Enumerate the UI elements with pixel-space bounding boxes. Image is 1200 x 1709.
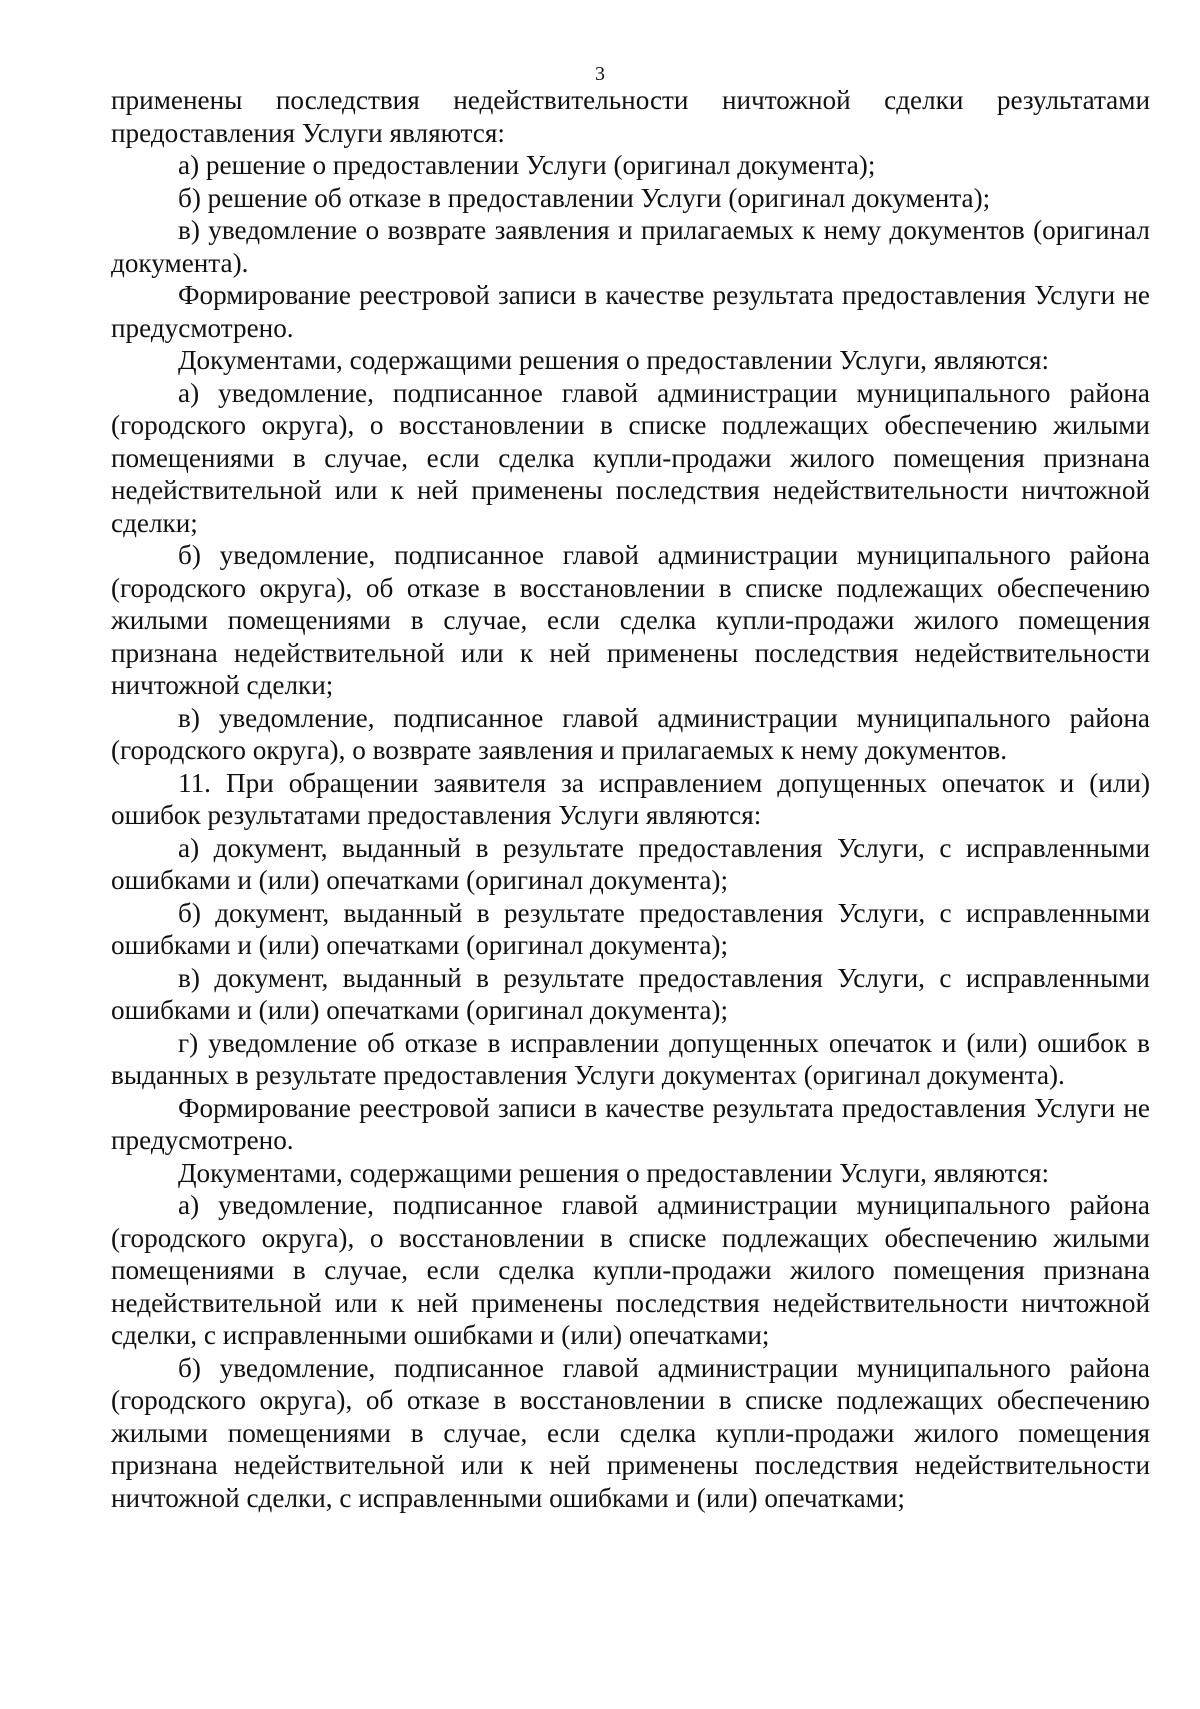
paragraph-section-11: 11. При обращении заявителя за исправлением допущенных опечаток и (или) ошибок результатами предоставления Услуги являются: — [111, 767, 1150, 830]
paragraph-notice-b: б) уведомление, подписанное главой администрации муниципального района (городского округа), об отказе в восстановлении в списке подлежащих обеспечению жилыми помещениями в случае, если сделка купли-продажи жилого помещения признана недействительной или к ней применены последствия недействительности ничтожной сделки; — [111, 540, 1150, 700]
paragraph-item-v: в) уведомление о возврате заявления и прилагаемых к нему документов (оригинал документа). — [111, 215, 1150, 278]
page-number: 3 — [595, 63, 605, 85]
paragraph-registry-note: Формирование реестровой записи в качестве результата предоставления Услуги не предусмотрено. — [111, 280, 1150, 343]
paragraph-documents-heading: Документами, содержащими решения о предоставлении Услуги, являются: — [178, 345, 1050, 375]
paragraph-documents-heading-2: Документами, содержащими решения о предоставлении Услуги, являются: — [178, 1157, 1050, 1188]
paragraph-item-b: б) решение об отказе в предоставлении Услуги (оригинал документа); — [178, 182, 991, 213]
paragraph-correction-v: в) документ, выданный в результате предоставления Услуги, с исправленными ошибками и (или) опечатками (оригинал документа); — [111, 962, 1150, 1025]
paragraph-item-a: а) решение о предоставлении Услуги (оригинал документа); — [178, 150, 876, 180]
paragraph-registry-note-2: Формирование реестровой записи в качестве результата предоставления Услуги не предусмотрено. — [111, 1092, 1150, 1155]
paragraph-continuation: применены последствия недействительности ничтожной сделки результатами предоставления Услуги являются: — [111, 85, 1150, 148]
paragraph-corrected-notice-b: б) уведомление, подписанное главой администрации муниципального района (городского округа), об отказе в восстановлении в списке подлежащих обеспечению жилыми помещениями в случае, если сделка купли-продажи жилого помещения признана недействительной или к ней применены последствия недействительности ничтожной сделки, с исправленными ошибками и (или) опечатками; — [111, 1352, 1150, 1513]
paragraph-notice-a: а) уведомление, подписанное главой администрации муниципального района (городского округа), о восстановлении в списке подлежащих обеспечению жилыми помещениями в случае, если сделка купли-продажи жилого помещения признана недействительной или к ней применены последствия недействительности ничтожной сделки; — [111, 377, 1150, 538]
paragraph-corrected-notice-a: а) уведомление, подписанное главой администрации муниципального района (городского округа), о восстановлении в списке подлежащих обеспечению жилыми помещениями в случае, если сделка купли-продажи жилого помещения признана недействительной или к ней применены последствия недействительности ничтожной сделки, с исправленными ошибками и (или) опечатками; — [111, 1190, 1150, 1350]
paragraph-notice-v: в) уведомление, подписанное главой администрации муниципального района (городского округа), о возврате заявления и прилагаемых к нему документов. — [111, 702, 1150, 765]
document-body — [111, 84, 1150, 1514]
paragraph-correction-a: а) документ, выданный в результате предоставления Услуги, с исправленными ошибками и (или) опечатками (оригинал документа); — [111, 832, 1150, 895]
paragraph-correction-b: б) документ, выданный в результате предоставления Услуги, с исправленными ошибками и (или) опечатками (оригинал документа); — [111, 897, 1150, 960]
paragraph-correction-g: г) уведомление об отказе в исправлении допущенных опечаток и (или) ошибок в выданных в результате предоставления Услуги документах (оригинал документа). — [111, 1027, 1150, 1090]
